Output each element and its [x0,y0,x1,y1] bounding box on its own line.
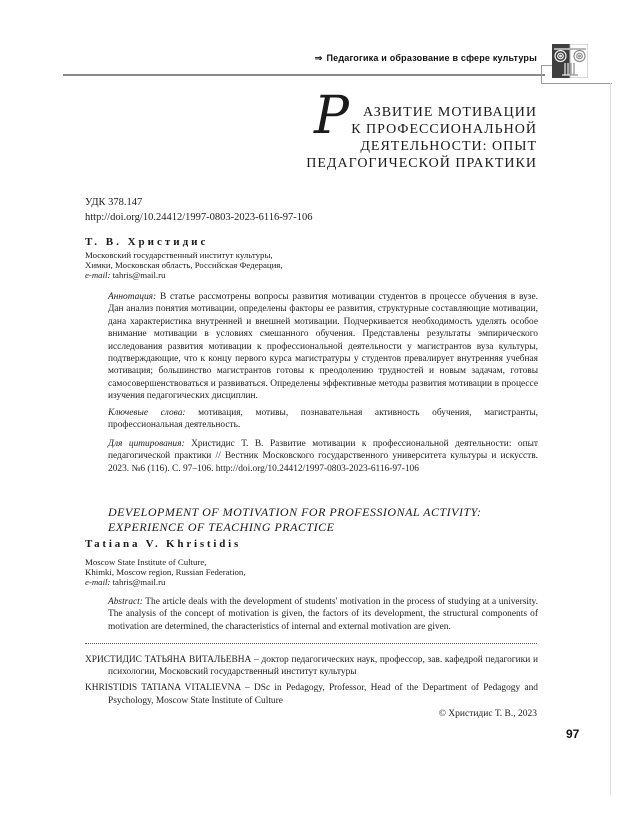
double-arrow-icon: ⇒ [314,53,323,63]
abstract-text-en: The article deals with the development of students' motivation in the process of studying at a university. The analysis of the concept of motivation is given, the factors of its development, the structural components of motivation are determined, the characteristics of internal and external motivation are given. [108,597,538,632]
affiliation-line: Khimki, Moscow region, Russian Federation, [85,567,246,577]
author-bio-block [85,650,538,709]
abstract-ru [108,291,538,403]
dotted-divider [85,643,537,644]
affiliation-line: Химки, Московская область, Российская Федерация, [85,260,283,270]
title-line: АЗВИТИЕ МОТИВАЦИИ [362,105,537,120]
bio-name-en: KHRISTIDIS TATIANA VITALIEVNA [85,683,241,694]
page-edge-line [610,83,611,795]
email-line [85,577,246,587]
author-bio-ru [85,654,538,678]
email-label: e-mail: [85,577,111,587]
column-capital-logo [552,44,588,78]
doi-link: http://doi.org/10.24412/1997-0803-2023-6116-97-106 [85,211,313,223]
running-head [315,53,537,64]
author-bio-en [85,682,538,706]
author-name-ru: Т. В. Христидис [85,236,209,248]
title-en-line: DEVELOPMENT OF MOTIVATION FOR PROFESSIONAL ACTIVITY: [108,505,482,519]
bio-text-ru: – доктор педагогических наук, профессор, зав. кафедрой педагогики и психологии, Московский государственный институт культуры [108,655,538,678]
author-affiliation-ru [85,250,283,280]
page-number: 97 [566,727,580,741]
copyright-notice: © Христидис Т. В., 2023 [438,709,537,719]
abstract-label-en: Abstract: [108,597,143,607]
title-line: К ПРОФЕССИОНАЛЬНОЙ [351,122,537,137]
title-en-line: EXPERIENCE OF TEACHING PRACTICE [108,519,335,534]
logo-bracket-bottom [541,83,612,84]
section-label: Педагогика и образование в сфере культуры [326,53,537,63]
abstract-text-ru: В статье рассмотрены вопросы развития мотивации студентов в процессе обучения в вузе. Дан анализ понятия мотивации, определены факторы ее развития, структурные составляющие мотивации, дана характеристика внутренней и внешней мотивации. Подчеркивается необходимость уделять особое внимание мотивации в условиях смешанного обучения. Представлены результаты эмпирического исследования развития мотивации к профессиональной деятельности у магистрантов вуза культуры, подтверждающие, что к концу первого курса магистратуры у студентов превалирует внутренняя учебная мотивация; большинство магистрантов готовы к преодолению трудностей и новым задачам, готовы самосовершенствоваться и развиваться. Определены эффективные методы развития мотивации в процессе изучения педагогических дисциплин. [108,292,538,402]
keywords-ru [108,407,538,432]
citation-label: Для цитирования: [108,439,185,449]
logo-bracket-top [541,65,552,66]
title-drop-cap: Р [314,86,349,146]
logo-bracket-vertical [541,65,542,84]
article-title-en [108,505,538,535]
bio-name-ru: ХРИСТИДИС ТАТЬЯНА ВИТАЛЬЕВНА [85,655,252,665]
article-meta [85,196,313,225]
email-value: tahris@mail.ru [112,577,166,587]
email-value: tahris@mail.ru [112,270,166,280]
header-rule [63,74,545,76]
title-line: ПЕДАГОГИЧЕСКОЙ ПРАКТИКИ [306,156,537,171]
abstract-en [108,596,538,633]
abstract-label-ru: Аннотация: [108,292,157,302]
citation-text: Христидис Т. В. Развитие мотивации к профессиональной деятельности: опыт педагогической практики // Вестник Московского государственного университета культуры и искусств. 2023. №6 (116). С. 97–106. http://doi.org/10.24412/1997-0803-2023-6116-97-106 [108,439,538,474]
article-title-ru [117,104,537,172]
affiliation-line: Moscow State Institute of Culture, [85,557,207,567]
citation-note [108,438,538,475]
bio-text-en: – DSc in Pedagogy, Professor, Head of the Department of Pedagogy and Psychology, Moscow State Institute of Culture [108,683,538,706]
email-label: e-mail: [85,270,111,280]
keywords-label-ru: Ключевые слова: [108,408,186,418]
affiliation-line: Московский государственный институт культуры, [85,250,273,260]
title-line: ДЕЯТЕЛЬНОСТИ: ОПЫТ [360,139,537,154]
udc-code: УДК 378.147 [85,197,143,208]
author-affiliation-en [85,557,246,587]
email-line [85,270,283,280]
author-name-en: Tatiana V. Khristidis [85,538,242,550]
keywords-text-ru: мотивация, мотивы, познавательная активность обучения, магистранты, профессиональная деятельность. [108,408,538,431]
